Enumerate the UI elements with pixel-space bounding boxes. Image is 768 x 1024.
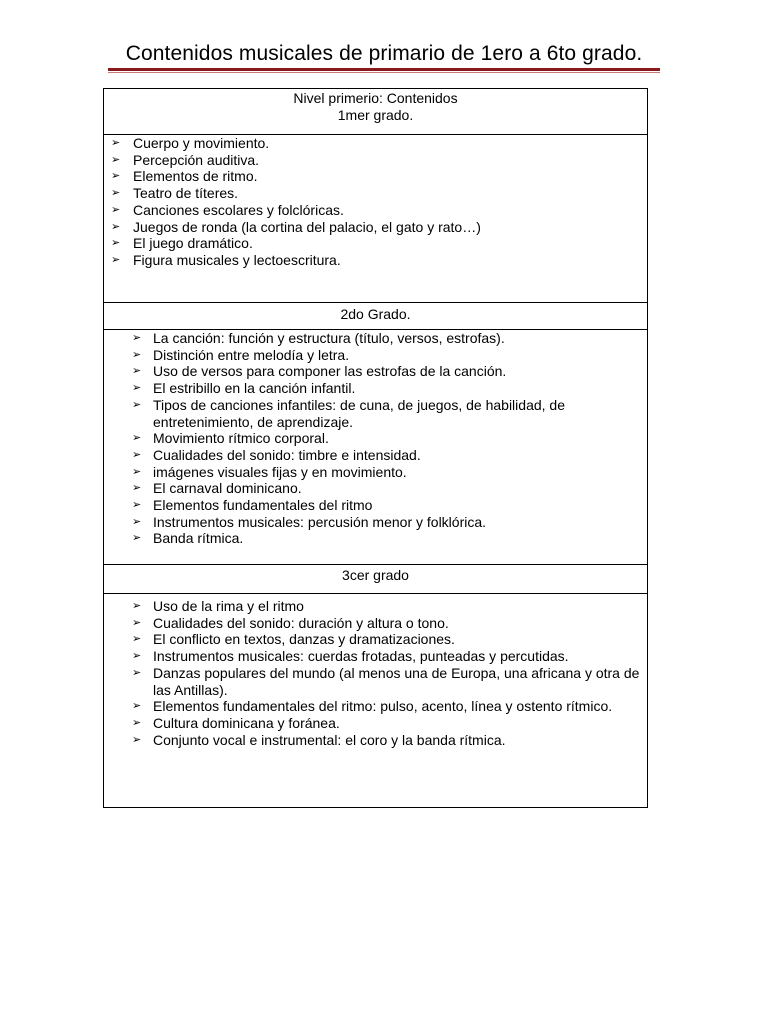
arrow-bullet-icon: ➢ — [132, 616, 142, 629]
title-underline — [108, 68, 660, 71]
arrow-bullet-icon: ➢ — [111, 253, 121, 266]
arrow-bullet-icon: ➢ — [132, 348, 142, 361]
section-header-grade-2 — [104, 303, 647, 330]
list-item: ➢ Instrumentos musicales: percusión menor y folklórica. — [132, 513, 487, 530]
arrow-bullet-icon: ➢ — [132, 499, 142, 512]
list-item: ➢ Cualidades del sonido: timbre e intensidad. — [132, 446, 421, 463]
document-title: Contenidos musicales de primario de 1ero a 6to grado. — [125, 42, 643, 65]
list-item: ➢ Teatro de títeres. — [111, 185, 239, 202]
list-item: ➢ El estribillo en la canción infantil. — [132, 380, 356, 397]
section-header-grade-3 — [104, 565, 647, 594]
section-grade-heading: 1mer grado. — [337, 107, 414, 123]
list-item: ➢ Cualidades del sonido: duración y altura o tono. — [132, 614, 449, 631]
list-item: ➢ Banda rítmica. — [132, 530, 244, 547]
section-grade-heading: 2do Grado. — [340, 306, 411, 322]
list-item: ➢ El carnaval dominicano. — [132, 480, 302, 497]
arrow-bullet-icon: ➢ — [132, 700, 142, 713]
list-item: ➢ El juego dramático. — [111, 235, 253, 252]
list-item: ➢ Elementos fundamentales del ritmo — [132, 497, 373, 514]
list-item: ➢ Canciones escolares y folclóricas. — [111, 201, 344, 218]
arrow-bullet-icon: ➢ — [111, 187, 121, 200]
section-grade-heading: 3cer grado — [342, 567, 409, 583]
list-item: ➢ Instrumentos musicales: cuerdas frotadas, punteadas y percutidas. — [132, 648, 569, 665]
list-item: ➢ Uso de versos para componer las estrofas de la canción. — [132, 363, 507, 380]
list-item: ➢ Elementos fundamentales del ritmo: pulso, acento, línea y ostento rítmico. — [132, 698, 613, 715]
section-body-grade-1 — [104, 135, 647, 303]
arrow-bullet-icon: ➢ — [132, 482, 142, 495]
contents-table — [103, 88, 648, 808]
content-list-grade-1 — [104, 135, 647, 269]
arrow-bullet-icon: ➢ — [111, 170, 121, 183]
section-body-grade-3 — [104, 594, 647, 807]
list-item: ➢ Figura musicales y lectoescritura. — [111, 251, 341, 268]
arrow-bullet-icon: ➢ — [132, 600, 142, 612]
list-item: ➢ Cuerpo y movimiento. — [111, 135, 270, 151]
arrow-bullet-icon: ➢ — [111, 137, 121, 149]
arrow-bullet-icon: ➢ — [111, 220, 121, 233]
arrow-bullet-icon: ➢ — [132, 398, 142, 411]
list-item: ➢ Uso de la rima y el ritmo — [132, 598, 304, 614]
arrow-bullet-icon: ➢ — [132, 332, 142, 344]
list-item: ➢ Tipos de canciones infantiles: de cuna, de juegos, de habilidad, de entretenimiento, de aprendizaje. — [132, 396, 565, 430]
list-item: ➢ Danzas populares del mundo (al menos una de Europa, una africana y otra de las Antillas). — [132, 664, 640, 698]
list-item: ➢ Percepción auditiva. — [111, 151, 260, 168]
arrow-bullet-icon: ➢ — [132, 650, 142, 663]
list-item: ➢ Juegos de ronda (la cortina del palacio, el gato y rato…) — [111, 218, 481, 235]
arrow-bullet-icon: ➢ — [111, 153, 121, 166]
arrow-bullet-icon: ➢ — [132, 432, 142, 445]
arrow-bullet-icon: ➢ — [132, 382, 142, 395]
content-list-grade-3 — [104, 598, 647, 748]
list-item: ➢ Cultura dominicana y foránea. — [132, 714, 340, 731]
arrow-bullet-icon: ➢ — [132, 633, 142, 646]
arrow-bullet-icon: ➢ — [132, 532, 142, 545]
arrow-bullet-icon: ➢ — [132, 465, 142, 478]
list-item: ➢ El conflicto en textos, danzas y dramatizaciones. — [132, 631, 455, 648]
arrow-bullet-icon: ➢ — [132, 666, 142, 679]
list-item: ➢ Elementos de ritmo. — [111, 168, 258, 185]
section-body-grade-2 — [104, 330, 647, 565]
arrow-bullet-icon: ➢ — [132, 365, 142, 378]
arrow-bullet-icon: ➢ — [111, 237, 121, 250]
section-level-heading: Nivel primerio: Contenidos — [293, 90, 458, 106]
list-item: ➢ imágenes visuales fijas y en movimiento. — [132, 463, 407, 480]
arrow-bullet-icon: ➢ — [132, 448, 142, 461]
content-list-grade-2 — [104, 330, 647, 547]
arrow-bullet-icon: ➢ — [132, 716, 142, 729]
arrow-bullet-icon: ➢ — [132, 515, 142, 528]
title-underline-accent — [108, 72, 660, 73]
arrow-bullet-icon: ➢ — [132, 733, 142, 746]
list-item: ➢ Movimiento rítmico corporal. — [132, 430, 329, 447]
list-item: ➢ Distinción entre melodía y letra. — [132, 346, 350, 363]
list-item: ➢ La canción: función y estructura (título, versos, estrofas). — [132, 330, 505, 346]
list-item: ➢ Conjunto vocal e instrumental: el coro y la banda rítmica. — [132, 731, 506, 748]
section-header-grade-1 — [104, 89, 647, 135]
arrow-bullet-icon: ➢ — [111, 203, 121, 216]
